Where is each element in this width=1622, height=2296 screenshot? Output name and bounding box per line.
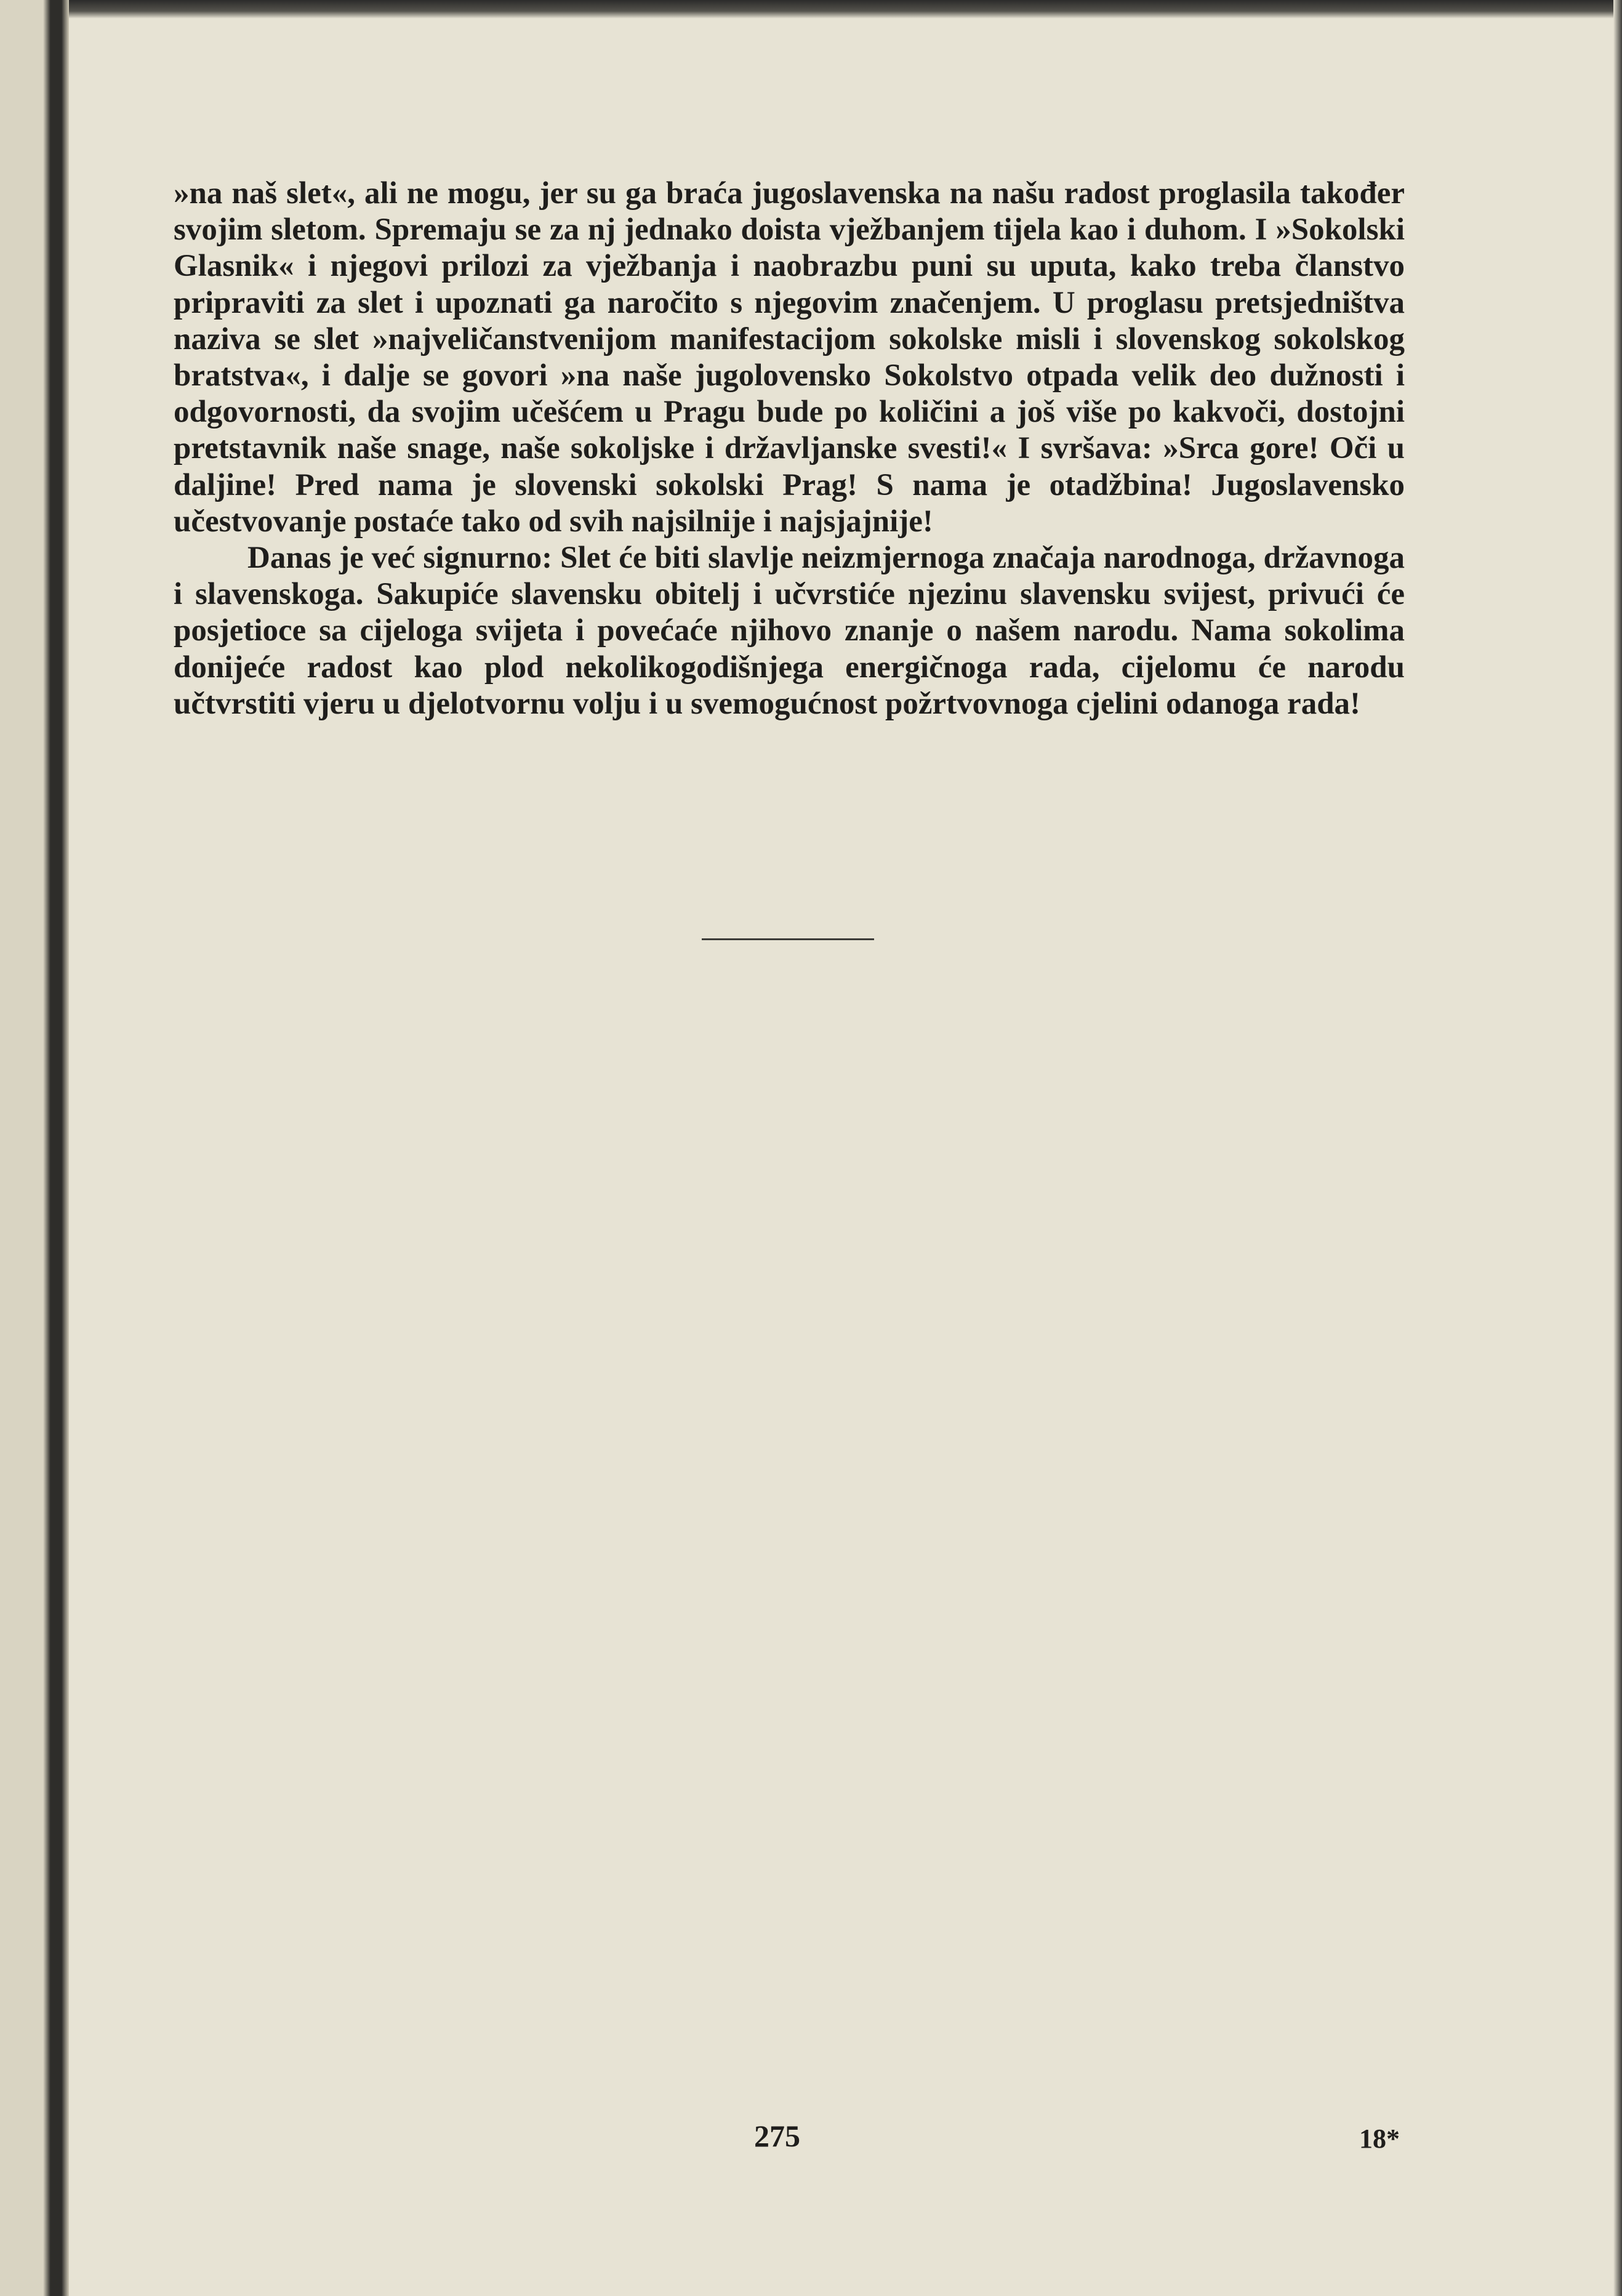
book-binding-edge <box>0 0 69 2296</box>
page-number: 275 <box>754 2119 800 2153</box>
page-top-shadow <box>0 0 1622 18</box>
article-body <box>174 175 1405 722</box>
article-paragraph: »na naš slet«, ali ne mogu, jer su ga braća jugoslavenska na našu radost proglasila također svojim sletom. Spremaju se za nj jednako doista vježbanjem tijela kao i duhom. I »Sokolski Glasnik« i njegovi prilozi za vježbanja i naobrazbu puni su uputa, kako treba članstvo pripraviti za slet i upoznati ga naročito s njegovim značenjem. U proglasu pretsjedništva naziva se slet »najveličanstvenijom manifestacijom sokolske misli i slovenskog sokolskog bratstva«, i dalje se govori »na naše jugolovensko Sokolstvo otpada velik deo dužnosti i odgovornosti, da svojim učešćem u Pragu bude po količini a još više po kakvoči, dostojni pretstavnik naše snage, naše sokoljske i državljanske svesti!« I svršava: »Srca gore! Oči u daljine! Pred nama je slovenski sokolski Prag! S nama je otadžbina! Jugoslavensko učestvovanje postaće tako od svih najsilnije i najsjajnije! <box>174 176 1405 539</box>
signature-mark: 18* <box>1359 2124 1400 2154</box>
page-right-shadow <box>1613 0 1622 2296</box>
section-divider <box>702 938 874 940</box>
article-paragraph: Danas je već signurno: Slet će biti slavlje neizmjernoga značaja narodnoga, državnoga i slavenskoga. Sakupiće slavensku obitelj i učvrstiće njezinu slavensku svijest, privući će posjetioce sa cijeloga svijeta i povećaće njihovo znanje o našem narodu. Nama sokolima donijeće radost kao plod nekolikogodišnjega energičnoga rada, cijelomu će narodu učtvrstiti vjeru u djelotvornu volju i u svemogućnost požrtvovnoga cjelini odanoga rada! <box>174 541 1405 721</box>
